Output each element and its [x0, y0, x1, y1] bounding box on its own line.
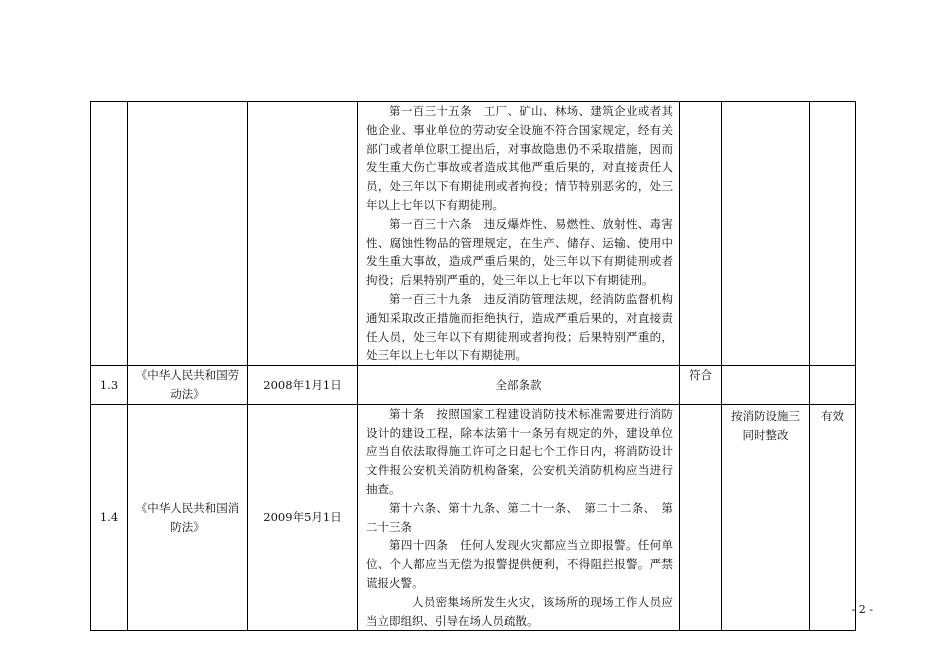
- measure-cell: [722, 366, 810, 405]
- clause-content: [358, 404, 680, 631]
- row-number: 1.4: [91, 404, 128, 631]
- clause-content: 全部条款: [358, 366, 680, 405]
- table-row: [91, 102, 856, 366]
- status-cell: 有效: [810, 404, 856, 631]
- conformity-cell: [680, 404, 722, 631]
- clause-paragraph: 人员密集场所发生火灾，该场所的现场工作人员应当立即组织、引导在场人员疏散。: [366, 594, 673, 628]
- law-name: [128, 102, 248, 366]
- effective-date: 2008年1月1日: [248, 366, 358, 405]
- law-name: 《中华人民共和国消防法》: [128, 404, 248, 631]
- clause-paragraph: 第十条 按照国家工程建设消防技术标准需要进行消防设计的建设工程，除本法第十一条另有规定的外，建设单位应当自依法取得施工许可之日起七个工作日内，将消防设计文件报公安机关消防机构备案，公安机关消防机构应当进行抽查。: [366, 406, 673, 496]
- page-number: - 2 -: [851, 603, 873, 616]
- regulations-table: [90, 101, 856, 631]
- row-number: 1.3: [91, 366, 128, 405]
- row-number: [91, 102, 128, 366]
- status-cell: [810, 102, 856, 366]
- measure-cell: 按消防设施三同时整改: [722, 404, 810, 631]
- effective-date: [248, 102, 358, 366]
- table-row: [91, 366, 856, 405]
- law-name: 《中华人民共和国劳动法》: [128, 366, 248, 405]
- clause-paragraph: 第四十四条 任何人发现火灾都应当立即报警。任何单位、个人都应当无偿为报警提供便利，不得阻拦报警。严禁谎报火警。: [366, 538, 673, 590]
- conformity-cell: [680, 102, 722, 366]
- clause-paragraph: 第十六条、第十九条、第二十一条、 第二十二条、 第二十三条: [366, 500, 673, 534]
- clause-paragraph: 第一百三十六条 违反爆炸性、易燃性、放射性、毒害性、腐蚀性物品的管理规定，在生产、储存、运输、使用中发生重大事故，造成严重后果的，处三年以下有期徒刑或者拘役；后果特别严重的，处三年以上七年以下有期徒刑。: [366, 216, 673, 288]
- table-row: [91, 404, 856, 631]
- status-cell: [810, 366, 856, 405]
- conformity-cell: 符合: [680, 366, 722, 405]
- measure-cell: [722, 102, 810, 366]
- effective-date: 2009年5月1日: [248, 404, 358, 631]
- clause-paragraph: 第一百三十五条 工厂、矿山、林场、建筑企业或者其他企业、事业单位的劳动安全设施不符合国家规定，经有关部门或者单位职工提出后，对事故隐患仍不采取措施，因而发生重大伤亡事故或者造成其他严重后果的，对直接责任人员，处三年以下有期徒刑或者拘役；情节特别恶劣的，处三年以上七年以下有期徒刑。: [366, 104, 673, 212]
- clause-paragraph: 第一百三十九条 违反消防管理法规，经消防监督机构通知采取改正措施而拒绝执行，造成严重后果的，对直接责任人员，处三年以下有期徒刑或者拘役；后果特别严重的，处三年以上七年以下有期徒刑。: [366, 291, 673, 363]
- clause-content: [358, 102, 680, 366]
